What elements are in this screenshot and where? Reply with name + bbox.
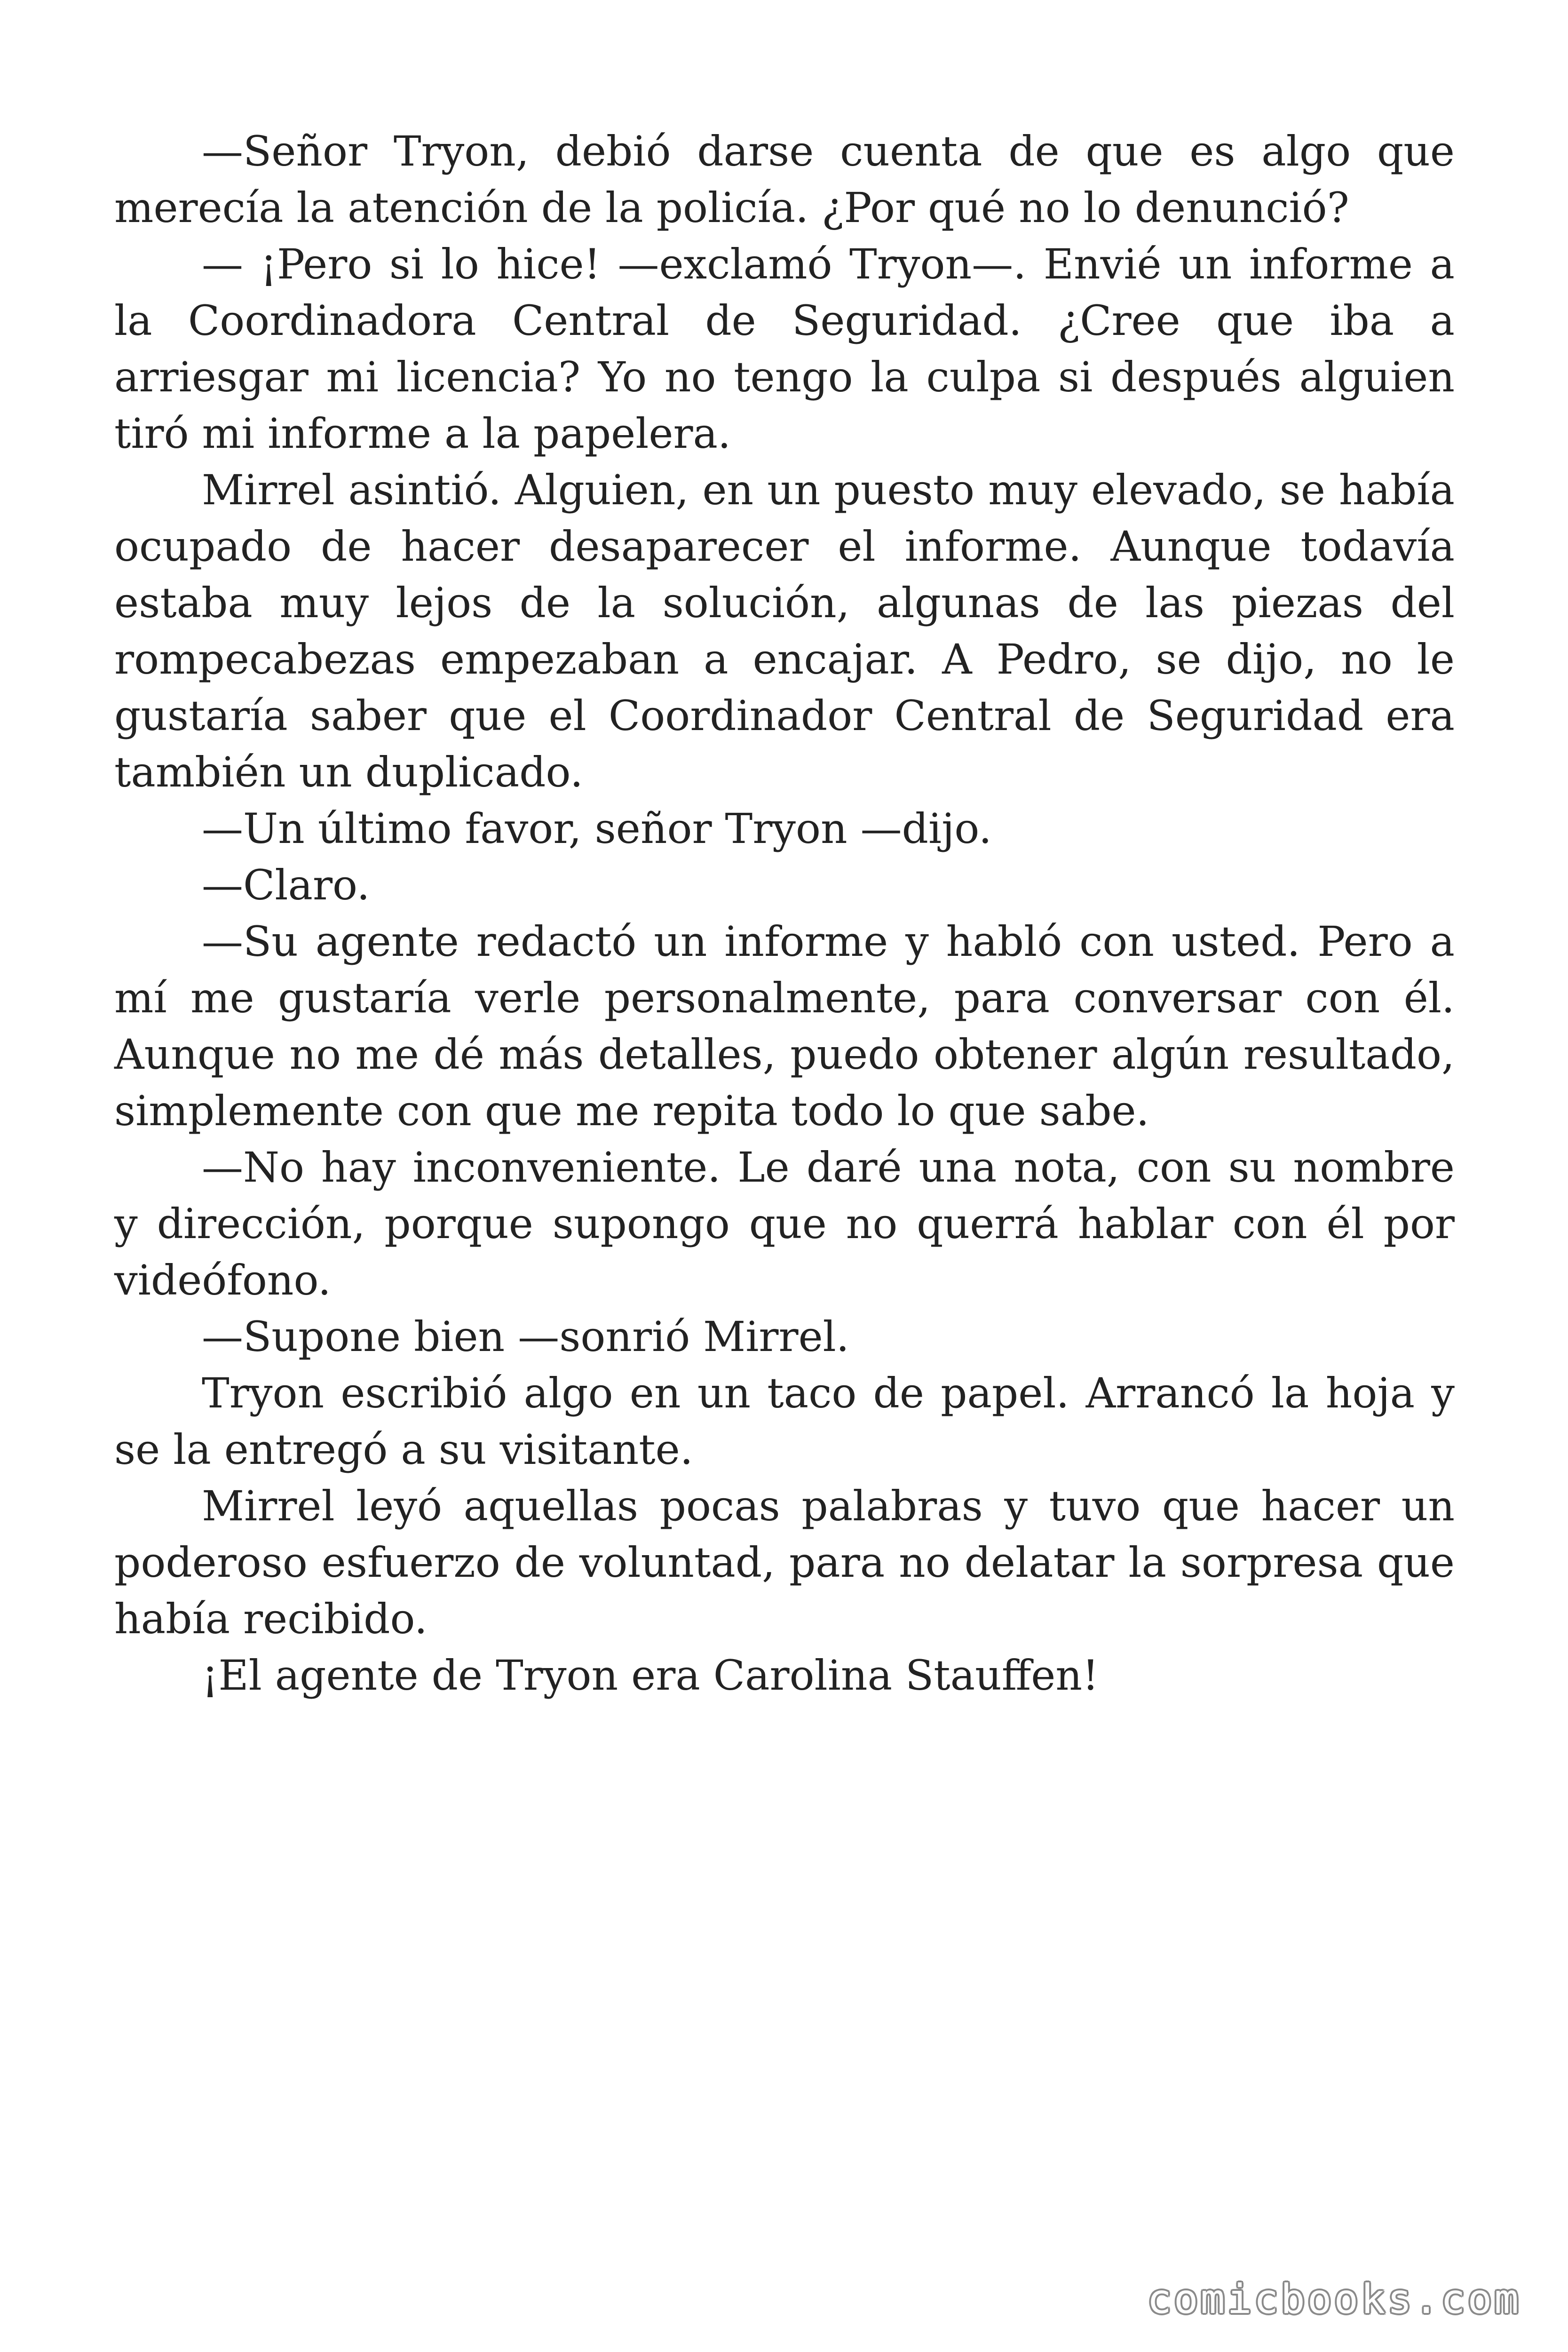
paragraph: —Su agente redactó un informe y habló con usted. Pero a mí me gustaría verle personalmente, para conversar con él. Aunque no me dé más detalles, puedo obtener algún resultado, simplemente con que me repita todo lo que sabe. [114,917,1455,1135]
paragraph: —Señor Tryon, debió darse cuenta de que es algo que merecía la atención de la policía. ¿Por qué no lo denunció? [114,127,1455,232]
body-text [114,123,1455,1704]
paragraph: —Claro. [202,861,370,909]
watermark-text: comicbooks.com [1147,2276,1521,2323]
paragraph: —Supone bien —sonrió Mirrel. [202,1312,849,1361]
paragraph: Mirrel leyó aquellas pocas palabras y tuvo que hacer un poderoso esfuerzo de voluntad, para no delatar la sorpresa que había recibido. [114,1482,1455,1643]
paragraph: Mirrel asintió. Alguien, en un puesto muy elevado, se había ocupado de hacer desaparecer el informe. Aunque todavía estaba muy lejos de la solución, algunas de las piezas del rompecabezas empezaban a encajar. A Pedro, se dijo, no le gustaría saber que el Coordinador Central de Seguridad era también un duplicado. [114,466,1455,796]
paragraph: —Un último favor, señor Tryon —dijo. [202,804,992,853]
paragraph: Tryon escribió algo en un taco de papel. Arrancó la hoja y se la entregó a su visitante. [114,1369,1455,1474]
paragraph: ¡El agente de Tryon era Carolina Stauffen! [202,1651,1099,1700]
paragraph: — ¡Pero si lo hice! —exclamó Tryon—. Envié un informe a la Coordinadora Central de Seguridad. ¿Cree que iba a arriesgar mi licencia? Yo no tengo la culpa si después alguien tiró mi informe a la papelera. [114,240,1455,458]
paragraph: —No hay inconveniente. Le daré una nota, con su nombre y dirección, porque supongo que no querrá hablar con él por videófono. [114,1143,1455,1304]
